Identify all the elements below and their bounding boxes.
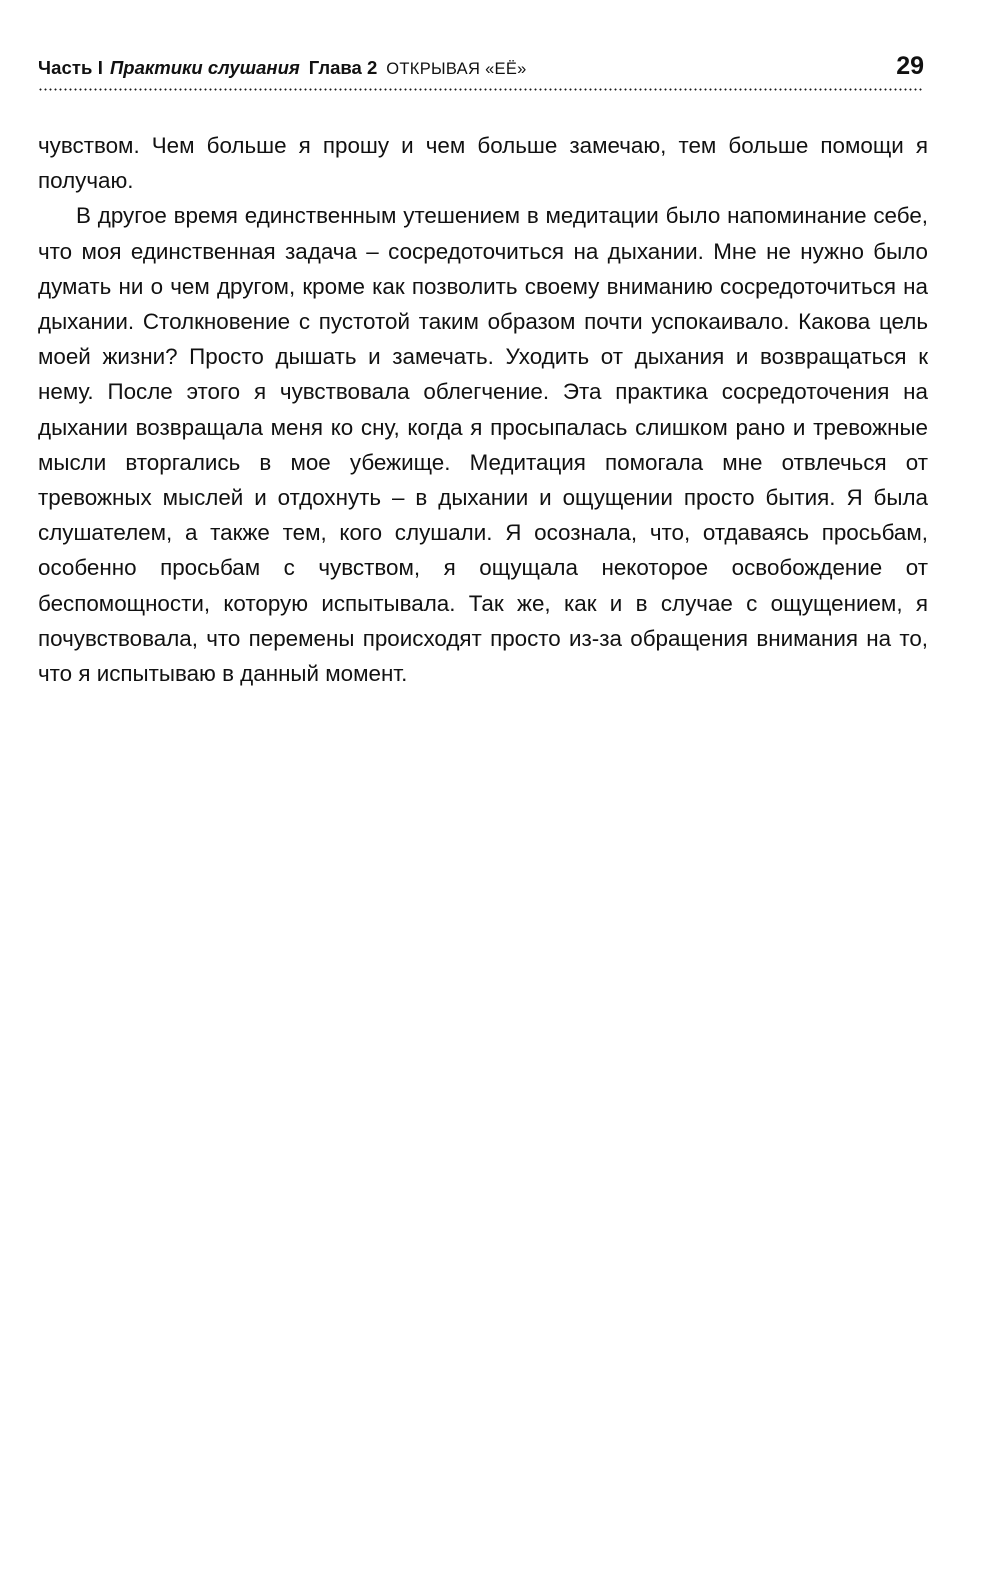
running-header xyxy=(38,52,924,81)
header-divider xyxy=(38,88,924,91)
paragraph: В другое время единственным утешением в медитации было напоминание себе, что моя единственная задача – сосредоточиться на дыхании. Мне не нужно было думать ни о чем другом, кроме как позволить своему вниманию сосредоточиться на дыхании. Столкновение с пустотой таким образом почти успокаивало. Какова цель моей жизни? Просто дышать и замечать. Уходить от дыхания и возвращаться к нему. После этого я чувствовала облегчение. Эта практика сосредоточения на дыхании возвращала меня ко сну, когда я просыпалась слишком рано и тревожные мысли вторгались в мое убежище. Медитация помогала мне отвлечься от тревожных мыслей и отдохнуть – в дыхании и ощущении просто бытия. Я была слушателем, а также тем, кого слушали. Я осознала, что, отдаваясь просьбам, особенно просьбам с чувством, я ощущала некоторое освобождение от беспомощности, которую испытывала. Так же, как и в случае с ощущением, я почувствовала, что перемены происходят просто из-за обращения внимания на то, что я испытываю в данный момент. xyxy=(38,203,928,687)
chapter-label: Глава 2 xyxy=(308,57,378,78)
part-label: Часть I xyxy=(38,57,103,78)
part-title: Практики слушания xyxy=(110,57,300,78)
page-body xyxy=(38,128,928,691)
running-header-left xyxy=(38,57,527,79)
page-number: 29 xyxy=(896,52,924,80)
chapter-title: ОТКРЫВАЯ «ЕЁ» xyxy=(386,60,527,78)
paragraph-continuation: чувством. Чем больше я прошу и чем больше замечаю, тем больше помощи я получаю. xyxy=(38,133,928,194)
